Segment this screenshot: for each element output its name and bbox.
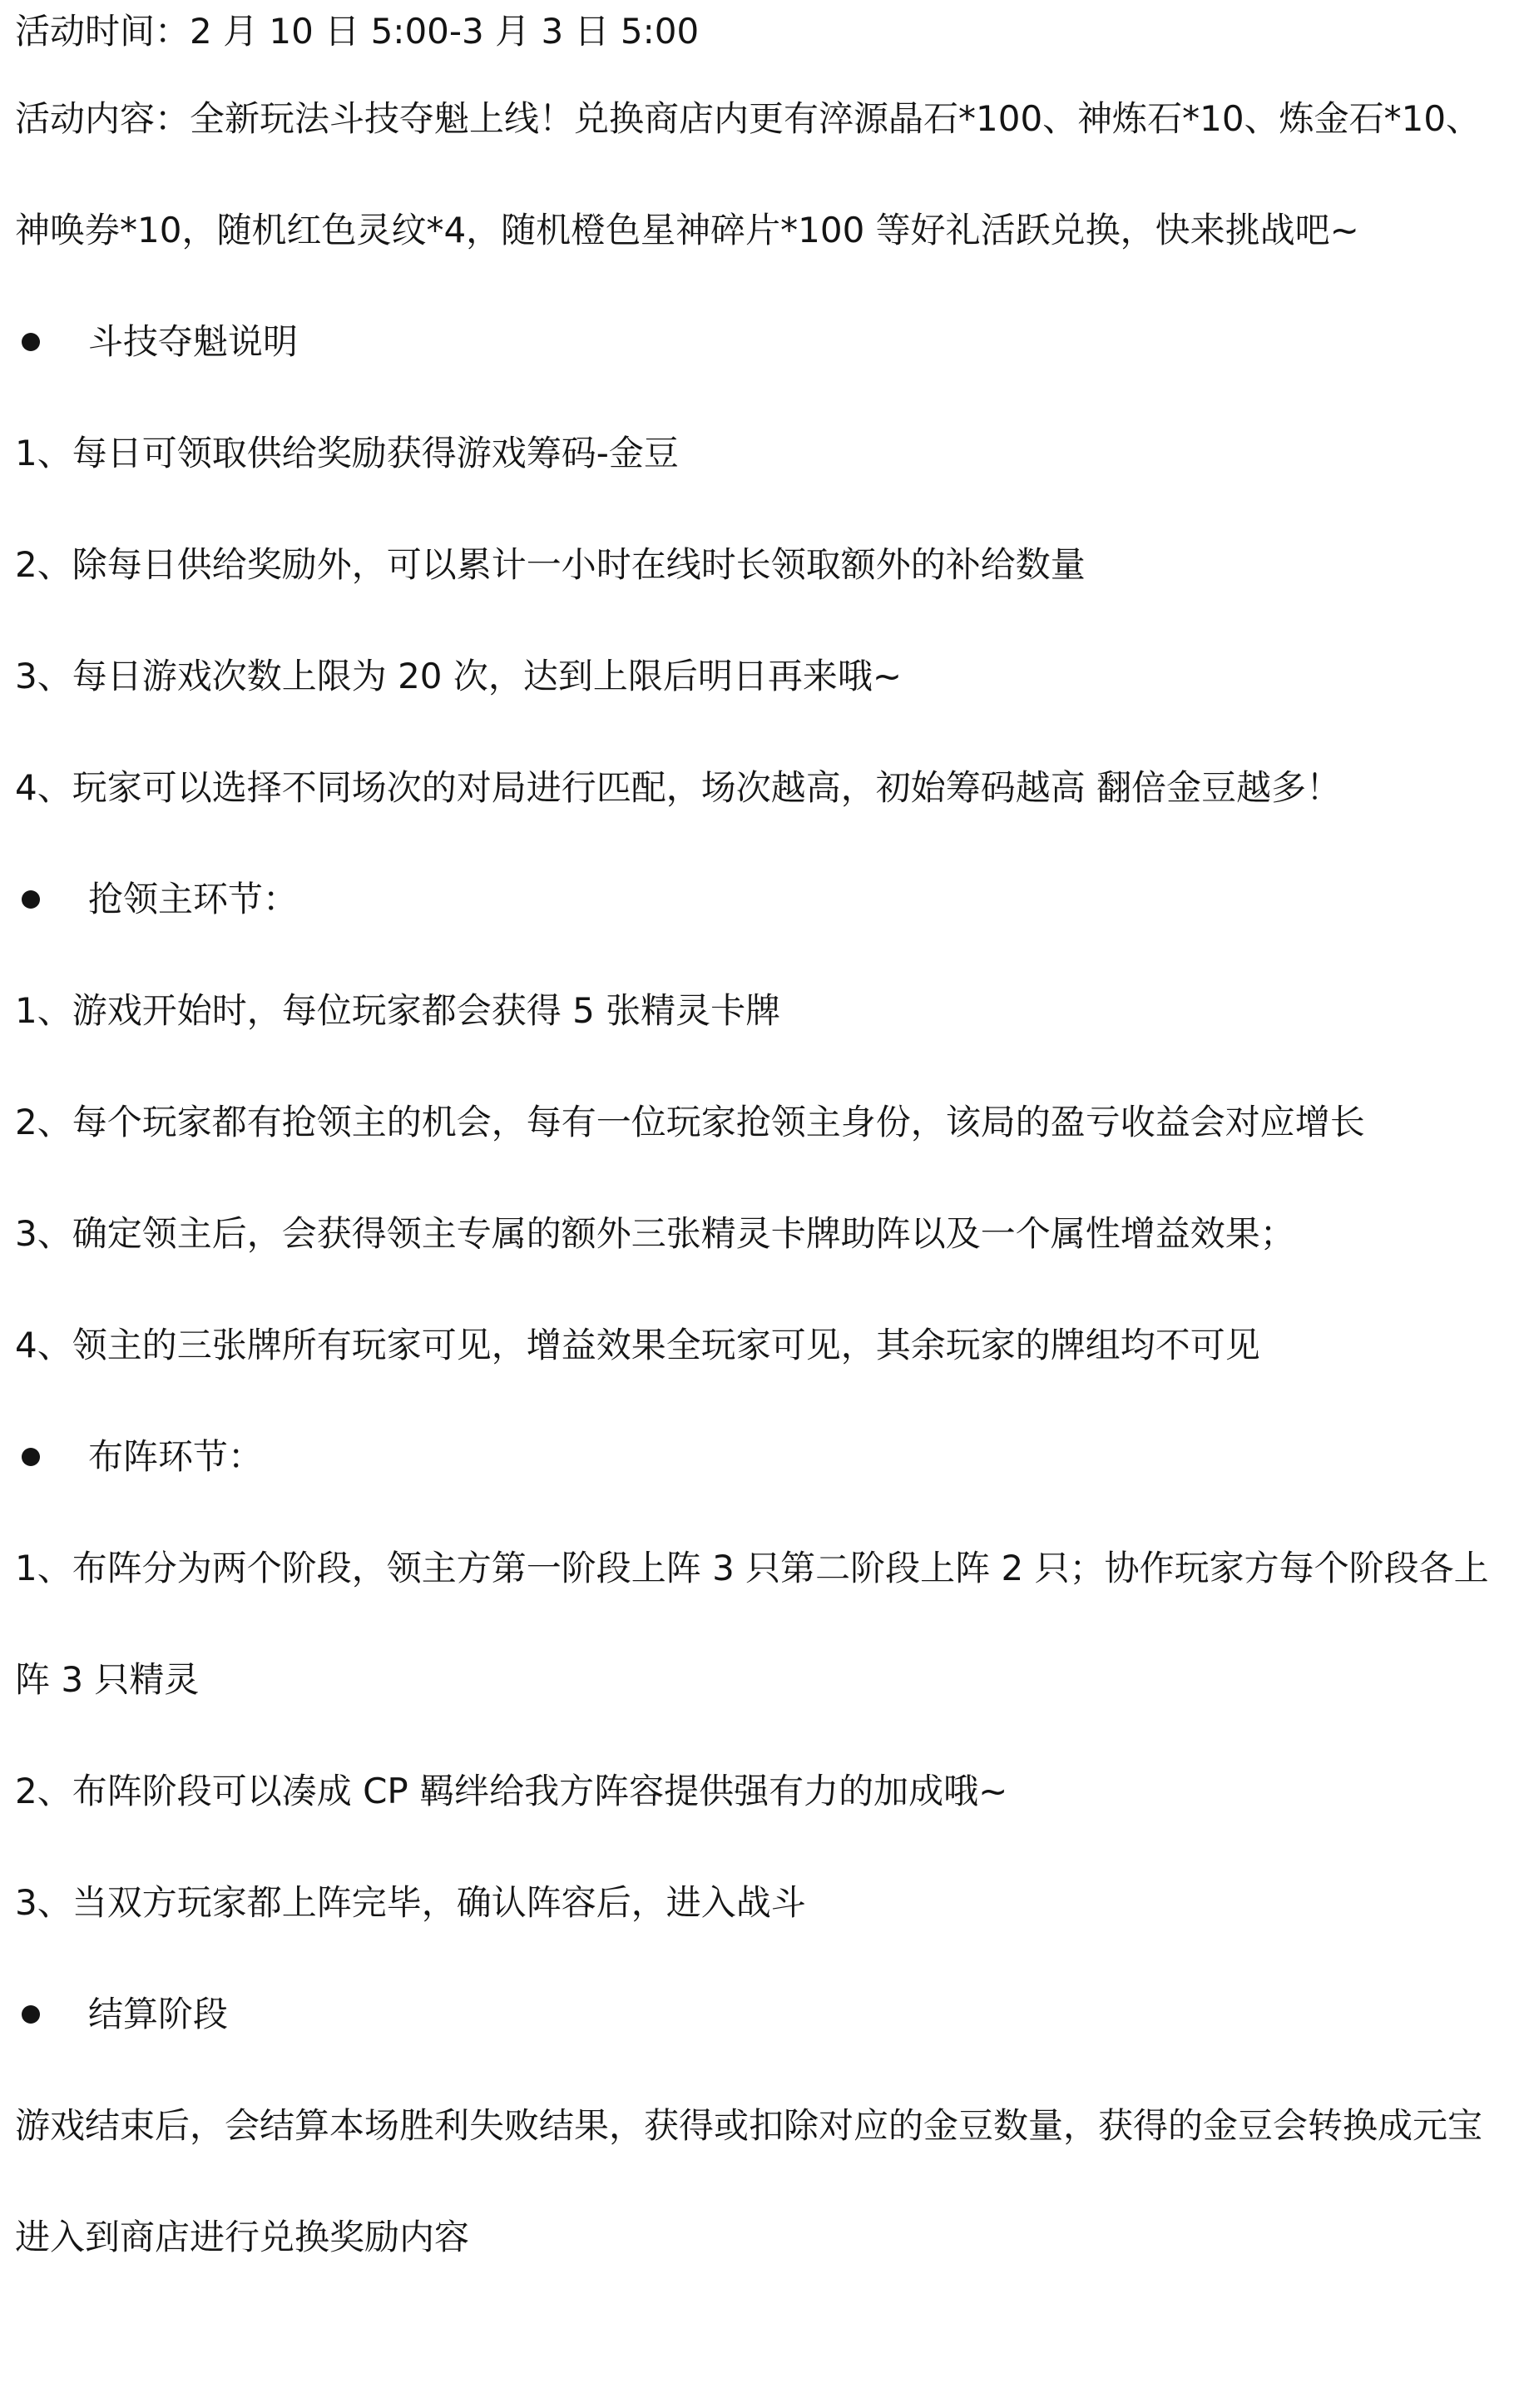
bullet-icon	[22, 333, 40, 351]
document-body	[15, 0, 1509, 2293]
section-heading	[15, 286, 1509, 398]
section-line: 游戏结束后，会结算本场胜利失败结果，获得或扣除对应的金豆数量，获得的金豆会转换成元宝	[15, 2105, 1483, 2146]
section-line: 阵 3 只精灵	[15, 1659, 200, 1700]
section-heading-text: 结算阶段	[88, 1994, 229, 2034]
section-heading	[15, 1401, 1509, 1513]
section-line: 1、游戏开始时，每位玩家都会获得 5 张精灵卡牌	[15, 990, 781, 1031]
section-line: 1、布阵分为两个阶段，领主方第一阶段上阵 3 只第二阶段上阵 2 只；协作玩家方每个阶段各上	[15, 1548, 1489, 1588]
section-line: 3、每日游戏次数上限为 20 次，达到上限后明日再来哦~	[15, 656, 903, 696]
section-line: 3、确定领主后，会获得领主专属的额外三张精灵卡牌助阵以及一个属性增益效果；	[15, 1213, 1295, 1254]
section-line: 1、每日可领取供给奖励获得游戏筹码-金豆	[15, 433, 679, 473]
section-heading-text: 布阵环节：	[88, 1436, 264, 1477]
section-heading	[15, 844, 1509, 955]
activity-content-line-2: 神唤券*10，随机红色灵纹*4，随机橙色星神碎片*100 等好礼活跃兑换，快来挑战吧~	[15, 210, 1359, 250]
section-heading-text: 抢领主环节：	[88, 879, 299, 919]
bullet-icon	[22, 2005, 40, 2024]
section-line: 2、除每日供给奖励外，可以累计一小时在线时长领取额外的补给数量	[15, 544, 1086, 585]
section-line: 2、布阵阶段可以凑成 CP 羁绊给我方阵容提供强有力的加成哦~	[15, 1771, 1008, 1811]
bullet-icon	[22, 1448, 40, 1466]
section-line: 4、领主的三张牌所有玩家可见，增益效果全玩家可见，其余玩家的牌组均不可见	[15, 1325, 1260, 1365]
section-heading	[15, 1959, 1509, 2070]
activity-content-line-1: 活动内容：全新玩法斗技夺魁上线！兑换商店内更有淬源晶石*100、神炼石*10、炼金石*10、	[15, 98, 1482, 139]
section-line: 3、当双方玩家都上阵完毕，确认阵容后，进入战斗	[15, 1882, 806, 1923]
section-line: 2、每个玩家都有抢领主的机会，每有一位玩家抢领主身份，该局的盈亏收益会对应增长	[15, 1102, 1365, 1142]
activity-time: 活动时间：2 月 10 日 5:00-3 月 3 日 5:00	[15, 11, 700, 52]
section-line: 4、玩家可以选择不同场次的对局进行匹配，场次越高，初始筹码越高 翻倍金豆越多！	[15, 767, 1342, 808]
section-line: 进入到商店进行兑换奖励内容	[15, 2217, 470, 2257]
bullet-icon	[22, 890, 40, 909]
section-heading-text: 斗技夺魁说明	[88, 321, 299, 362]
